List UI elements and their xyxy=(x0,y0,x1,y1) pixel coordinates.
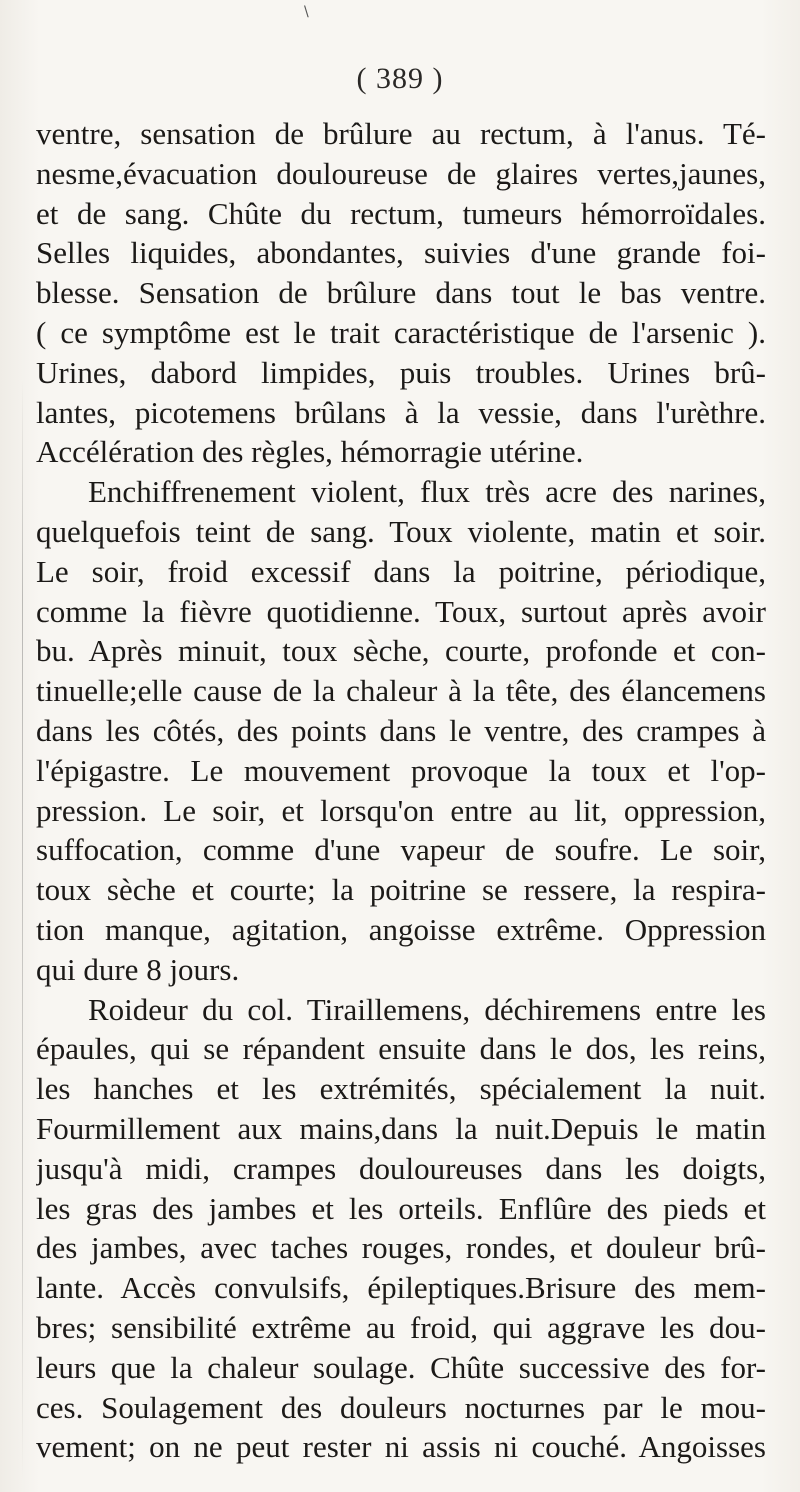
text-line: Accélération des règles, hémorragie utérine. xyxy=(36,434,584,470)
gutter-shadow xyxy=(22,380,23,1480)
text-line: blesse. Sensation de brûlure dans tout le bas ventre. xyxy=(36,275,766,311)
text-line: et de sang. Chûte du rectum, tumeurs hémorroïdales. xyxy=(36,195,766,231)
text-line: Enchiffrenement violent, flux très acre des narines, xyxy=(88,474,766,510)
text-line: vement; on ne peut rester ni assis ni couché. Angoisses xyxy=(36,1429,766,1465)
text-line: les gras des jambes et les orteils. Enflûre des pieds et xyxy=(36,1190,766,1226)
text-line: ces. Soulagement des douleurs nocturnes par le mou- xyxy=(36,1389,766,1425)
text-line: les hanches et les extrémités, spécialement la nuit. xyxy=(36,1071,766,1107)
text-line: toux sèche et courte; la poitrine se ressere, la respira- xyxy=(36,872,766,908)
text-line: Fourmillement aux mains,dans la nuit.Depuis le matin xyxy=(36,1110,766,1146)
text-line: pression. Le soir, et lorsqu'on entre au lit, oppression, xyxy=(36,792,766,828)
text-line: Roideur du col. Tiraillemens, déchiremens entre les xyxy=(88,991,766,1027)
text-line: ( ce symptôme est le trait caractéristique de l'arsenic ). xyxy=(36,314,766,350)
text-line: quelquefois teint de sang. Toux violente, matin et soir. xyxy=(36,513,766,549)
text-line: ventre, sensation de brûlure au rectum, à l'anus. Té- xyxy=(36,116,766,151)
text-line: bres; sensibilité extrême au froid, qui aggrave les dou- xyxy=(36,1309,766,1345)
text-line: suffocation, comme d'une vapeur de soufre. Le soir, xyxy=(36,832,766,868)
text-line: des jambes, avec taches rouges, rondes, et douleur brû- xyxy=(36,1230,766,1266)
text-line: l'épigastre. Le mouvement provoque la toux et l'op- xyxy=(36,752,766,788)
text-line: bu. Après minuit, toux sèche, courte, profonde et con- xyxy=(36,633,766,669)
text-line: leurs que la chaleur soulage. Chûte successive des for- xyxy=(36,1349,766,1385)
text-line: Le soir, froid excessif dans la poitrine, périodique, xyxy=(36,553,766,589)
text-line: dans les côtés, des points dans le ventre, des crampes à xyxy=(36,712,766,748)
text-line: lantes, picotemens brûlans à la vessie, dans l'urèthre. xyxy=(36,394,766,430)
text-line: Urines, dabord limpides, puis troubles. Urines brû- xyxy=(36,354,766,390)
text-line: qui dure 8 jours. xyxy=(36,951,240,987)
text-line: Selles liquides, abondantes, suivies d'une grande foi- xyxy=(36,235,766,271)
text-line: épaules, qui se répandent ensuite dans le dos, les reins, xyxy=(36,1031,766,1067)
body-text xyxy=(36,114,766,1467)
header-mark: \ xyxy=(304,4,309,20)
page-number: ( 389 ) xyxy=(356,62,444,95)
text-line: lante. Accès convulsifs, épileptiques.Brisure des mem- xyxy=(36,1270,766,1306)
text-line: tion manque, agitation, angoisse extrême. Oppression xyxy=(36,911,766,947)
text-line: jusqu'à midi, crampes douloureuses dans les doigts, xyxy=(36,1150,766,1186)
text-line: comme la fièvre quotidienne. Toux, surtout après avoir xyxy=(36,593,766,629)
text-line: nesme,évacuation douloureuse de glaires vertes,jaunes, xyxy=(36,155,766,191)
text-line: tinuelle;elle cause de la chaleur à la tête, des élancemens xyxy=(36,673,766,709)
